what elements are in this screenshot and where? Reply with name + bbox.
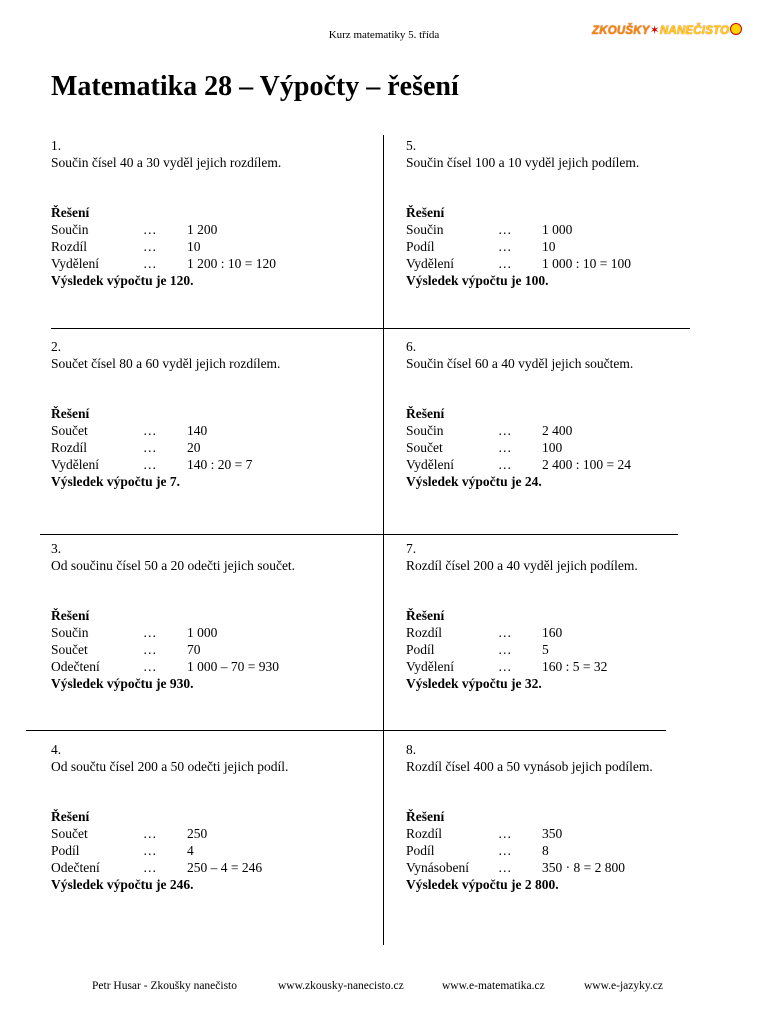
problem-task: Součin čísel 60 a 40 vyděl jejich součtem.: [406, 356, 634, 371]
solution-row: [406, 658, 726, 675]
row-label: Podíl: [51, 843, 80, 858]
solution-row: [406, 624, 726, 641]
row-dots: …: [143, 239, 157, 254]
spacer: [406, 775, 726, 808]
solution-heading: Řešení: [406, 205, 445, 220]
problem-number: 8.: [406, 742, 417, 757]
row-label: Podíl: [406, 239, 435, 254]
solution-row: [51, 658, 371, 675]
row-dots: …: [498, 457, 512, 472]
problem-number: 2.: [51, 339, 62, 354]
row-dots: …: [498, 826, 512, 841]
footer-author: Petr Husar - Zkoušky nanečisto: [92, 980, 237, 992]
row-dots: …: [143, 423, 157, 438]
row-label: Vydělení: [406, 659, 454, 674]
problem-task: Součet čísel 80 a 60 vyděl jejich rozdílem.: [51, 356, 281, 371]
row-label: Součin: [406, 222, 444, 237]
column-divider: [383, 135, 384, 945]
problem-7: [406, 540, 726, 692]
row-value: 20: [187, 440, 201, 455]
row-label: Vydělení: [51, 457, 99, 472]
problem-6: [406, 338, 726, 490]
solution-row: [406, 255, 726, 272]
header-course-title: Kurz matematiky 5. třída: [328, 29, 440, 41]
solution-row: [51, 221, 371, 238]
row-value: 250: [187, 826, 208, 841]
solution-heading: Řešení: [51, 406, 90, 421]
problem-1: [51, 137, 371, 289]
solution-row: [406, 842, 726, 859]
row-label: Vynásobení: [406, 860, 469, 875]
problem-number: 5.: [406, 138, 417, 153]
row-dots: …: [498, 625, 512, 640]
solution-row: [406, 825, 726, 842]
row-dots: …: [143, 625, 157, 640]
logo-text-part2: NANEČISTO: [659, 25, 730, 37]
row-value: 10: [187, 239, 201, 254]
spacer: [406, 171, 726, 204]
footer-link-zkousky[interactable]: www.zkousky-nanecisto.cz: [278, 980, 404, 992]
solution-heading: Řešení: [51, 205, 90, 220]
row-label: Součet: [51, 826, 88, 841]
spacer: [51, 171, 371, 204]
row-label: Rozdíl: [51, 239, 87, 254]
solution-row: [406, 641, 726, 658]
problem-result: Výsledek výpočtu je 100.: [406, 273, 549, 288]
spacer: [406, 574, 726, 607]
row-value: 2 400 : 100 = 24: [542, 457, 631, 472]
solution-row: [406, 238, 726, 255]
problem-task: Součin čísel 100 a 10 vyděl jejich podílem.: [406, 155, 640, 170]
row-dots: …: [143, 826, 157, 841]
solution-row: [51, 255, 371, 272]
row-value: 4: [187, 843, 194, 858]
problem-result: Výsledek výpočtu je 24.: [406, 474, 542, 489]
row-label: Rozdíl: [406, 625, 442, 640]
row-divider: [26, 730, 666, 731]
problem-result: Výsledek výpočtu je 246.: [51, 877, 194, 892]
row-divider: [51, 328, 690, 329]
row-dots: …: [498, 642, 512, 657]
solution-heading: Řešení: [406, 809, 445, 824]
solution-row: [51, 238, 371, 255]
row-value: 350 · 8 = 2 800: [542, 860, 625, 875]
problem-number: 7.: [406, 541, 417, 556]
problem-2: [51, 338, 371, 490]
footer-link-matematika[interactable]: www.e-matematika.cz: [442, 980, 545, 992]
row-dots: …: [143, 457, 157, 472]
row-dots: …: [498, 860, 512, 875]
row-dots: …: [143, 642, 157, 657]
problem-task: Součin čísel 40 a 30 vyděl jejich rozdílem.: [51, 155, 282, 170]
problem-result: Výsledek výpočtu je 2 800.: [406, 877, 559, 892]
row-dots: …: [143, 256, 157, 271]
problem-4: [51, 741, 371, 893]
row-label: Rozdíl: [51, 440, 87, 455]
problem-result: Výsledek výpočtu je 32.: [406, 676, 542, 691]
problem-8: [406, 741, 726, 893]
row-value: 140: [187, 423, 208, 438]
row-label: Součin: [51, 625, 89, 640]
row-dots: …: [498, 843, 512, 858]
row-label: Součet: [406, 440, 443, 455]
row-label: Rozdíl: [406, 826, 442, 841]
problem-number: 3.: [51, 541, 62, 556]
problem-task: Rozdíl čísel 400 a 50 vynásob jejich podílem.: [406, 759, 653, 774]
footer-link-jazyky[interactable]: www.e-jazyky.cz: [584, 980, 663, 992]
solution-row: [51, 842, 371, 859]
solution-row: [406, 859, 726, 876]
row-value: 100: [542, 440, 563, 455]
spacer: [51, 574, 371, 607]
row-value: 160: [542, 625, 563, 640]
row-label: Podíl: [406, 843, 435, 858]
row-label: Součet: [51, 423, 88, 438]
row-divider: [40, 534, 678, 535]
row-value: 8: [542, 843, 549, 858]
row-value: 2 400: [542, 423, 573, 438]
row-label: Součin: [406, 423, 444, 438]
row-value: 1 200: [187, 222, 218, 237]
row-value: 1 200 : 10 = 120: [187, 256, 276, 271]
row-dots: …: [143, 222, 157, 237]
row-label: Podíl: [406, 642, 435, 657]
spacer: [406, 372, 726, 405]
problem-5: [406, 137, 726, 289]
solution-row: [51, 422, 371, 439]
row-dots: …: [498, 256, 512, 271]
solution-row: [406, 221, 726, 238]
row-dots: …: [143, 440, 157, 455]
solution-row: [51, 439, 371, 456]
row-dots: …: [498, 239, 512, 254]
problem-result: Výsledek výpočtu je 930.: [51, 676, 194, 691]
solution-heading: Řešení: [51, 809, 90, 824]
row-label: Vydělení: [406, 256, 454, 271]
row-value: 10: [542, 239, 556, 254]
solution-row: [51, 456, 371, 473]
problem-number: 1.: [51, 138, 62, 153]
row-value: 1 000 – 70 = 930: [187, 659, 279, 674]
problem-task: Od součtu čísel 200 a 50 odečti jejich podíl.: [51, 759, 289, 774]
row-value: 70: [187, 642, 201, 657]
row-dots: …: [143, 659, 157, 674]
row-dots: …: [143, 860, 157, 875]
row-value: 5: [542, 642, 549, 657]
problem-result: Výsledek výpočtu je 7.: [51, 474, 180, 489]
problem-number: 6.: [406, 339, 417, 354]
row-label: Vydělení: [406, 457, 454, 472]
row-label: Součet: [51, 642, 88, 657]
row-dots: …: [498, 440, 512, 455]
solution-row: [406, 422, 726, 439]
row-dots: …: [143, 843, 157, 858]
row-value: 1 000: [542, 222, 573, 237]
smiley-icon: [730, 23, 742, 35]
solution-row: [406, 456, 726, 473]
solution-row: [51, 624, 371, 641]
spacer: [51, 372, 371, 405]
spacer: [51, 775, 371, 808]
problem-number: 4.: [51, 742, 62, 757]
row-value: 140 : 20 = 7: [187, 457, 253, 472]
star-icon: ✶: [649, 23, 660, 37]
row-dots: …: [498, 423, 512, 438]
problem-task: Od součinu čísel 50 a 20 odečti jejich součet.: [51, 558, 296, 573]
solution-heading: Řešení: [51, 608, 90, 623]
problem-task: Rozdíl čísel 200 a 40 vyděl jejich podílem.: [406, 558, 638, 573]
solution-row: [406, 439, 726, 456]
solution-heading: Řešení: [406, 608, 445, 623]
row-dots: …: [498, 222, 512, 237]
row-label: Součin: [51, 222, 89, 237]
row-value: 160 : 5 = 32: [542, 659, 608, 674]
brand-logo: [592, 23, 752, 41]
row-value: 250 – 4 = 246: [187, 860, 263, 875]
row-value: 1 000: [187, 625, 218, 640]
row-label: Vydělení: [51, 256, 99, 271]
row-dots: …: [498, 659, 512, 674]
solution-heading: Řešení: [406, 406, 445, 421]
logo-text-part1: ZKOUŠKY: [592, 25, 650, 37]
row-value: 350: [542, 826, 563, 841]
problem-3: [51, 540, 371, 692]
page-title: Matematika 28 – Výpočty – řešení: [51, 71, 459, 102]
solution-row: [51, 641, 371, 658]
row-label: Odečtení: [51, 659, 100, 674]
row-label: Odečtení: [51, 860, 100, 875]
solution-row: [51, 825, 371, 842]
solution-row: [51, 859, 371, 876]
row-value: 1 000 : 10 = 100: [542, 256, 631, 271]
problem-result: Výsledek výpočtu je 120.: [51, 273, 194, 288]
